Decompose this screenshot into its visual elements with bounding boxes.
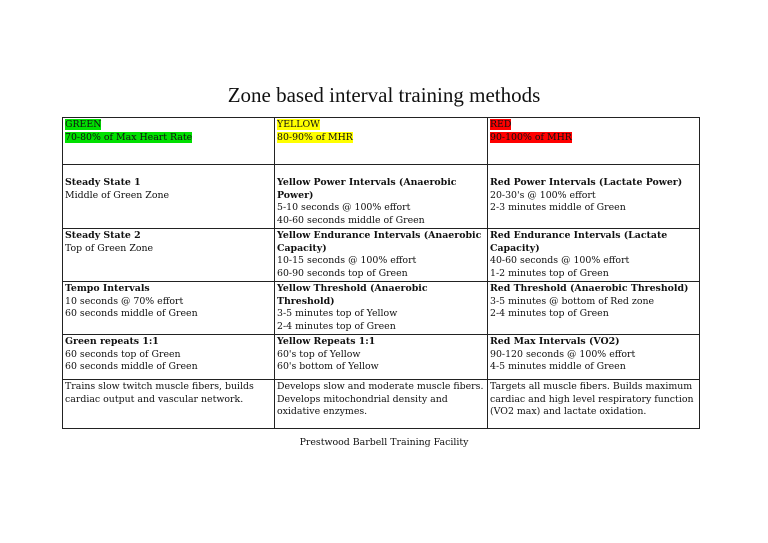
table-cell	[488, 229, 700, 282]
zone-name-green: GREEN	[65, 119, 102, 130]
method-detail: 60 seconds middle of Green	[65, 361, 198, 372]
method-heading: Steady State 1	[65, 177, 141, 188]
method-detail: 60 seconds middle of Green	[65, 308, 198, 319]
footer-facility-name: Prestwood Barbell Training Facility	[299, 437, 469, 448]
method-detail: 60's bottom of Yellow	[277, 361, 379, 372]
table-cell	[275, 282, 488, 335]
method-detail: Middle of Green Zone	[65, 189, 170, 201]
method-detail: 20-30's @ 100% effort	[490, 189, 596, 201]
table-cell	[63, 229, 275, 282]
method-detail: 3-5 minutes @ bottom of Red zone	[490, 295, 655, 307]
method-detail: 60-90 seconds top of Green	[277, 267, 408, 279]
method-detail: 2-4 minutes top of Green	[277, 320, 396, 332]
method-detail: 2-4 minutes top of Green	[490, 308, 609, 319]
table-row	[63, 282, 700, 335]
table-header-row	[63, 118, 700, 165]
zone-name-red: RED	[490, 119, 512, 130]
method-heading: Red Endurance Intervals (Lactate Capacity)	[490, 230, 668, 254]
method-detail: 40-60 seconds @ 100% effort	[490, 255, 630, 266]
method-heading: Steady State 2	[65, 230, 141, 241]
summary-cell-green: Trains slow twitch muscle fibers, builds cardiac output and vascular network.	[63, 380, 275, 429]
method-detail: 5-10 seconds @ 100% effort	[277, 202, 411, 213]
zone-range-green: 70-80% of Max Heart Rate	[65, 131, 193, 143]
zone-range-yellow: 80-90% of MHR	[277, 131, 353, 143]
method-heading: Red Max Intervals (VO2)	[490, 336, 620, 347]
table-cell	[275, 335, 488, 380]
table-cell	[488, 165, 700, 229]
method-detail: 60's top of Yellow	[277, 348, 361, 360]
table-cell	[275, 165, 488, 229]
table-cell	[488, 335, 700, 380]
method-detail: Top of Green Zone	[65, 242, 154, 254]
method-detail: 1-2 minutes top of Green	[490, 267, 609, 279]
table-cell	[275, 229, 488, 282]
method-detail: 10-15 seconds @ 100% effort	[277, 255, 417, 266]
header-cell-green	[63, 118, 275, 165]
table-cell	[63, 282, 275, 335]
method-heading: Red Threshold (Anaerobic Threshold)	[490, 283, 689, 294]
table-row	[63, 165, 700, 229]
method-heading: Yellow Endurance Intervals (Anaerobic Capacity)	[277, 230, 482, 254]
method-detail: 3-5 minutes top of Yellow	[277, 308, 398, 319]
header-cell-red	[488, 118, 700, 165]
summary-row	[63, 380, 700, 429]
zone-table	[62, 117, 700, 429]
method-detail: 10 seconds @ 70% effort	[65, 295, 184, 307]
method-heading: Green repeats 1:1	[65, 336, 159, 347]
header-cell-yellow	[275, 118, 488, 165]
method-heading: Red Power Intervals (Lactate Power)	[490, 177, 683, 188]
table-row	[63, 335, 700, 380]
zone-range-red: 90-100% of MHR	[490, 131, 572, 143]
table-cell	[63, 335, 275, 380]
table-row	[63, 229, 700, 282]
summary-cell-yellow: Develops slow and moderate muscle fibers. Develops mitochondrial density and oxidative enzymes.	[275, 380, 488, 429]
table-cell	[63, 165, 275, 229]
zone-name-yellow: YELLOW	[277, 119, 320, 130]
method-detail: 4-5 minutes middle of Green	[490, 361, 626, 372]
method-detail: 40-60 seconds middle of Green	[277, 214, 425, 226]
page-title: Zone based interval training methods	[227, 83, 541, 107]
method-heading: Yellow Threshold (Anaerobic Threshold)	[277, 283, 428, 307]
method-heading: Yellow Power Intervals (Anaerobic Power)	[277, 177, 457, 201]
summary-cell-red: Targets all muscle fibers. Builds maximum cardiac and high level respiratory function (VO2 max) and lactate oxidation.	[488, 380, 700, 429]
method-heading: Yellow Repeats 1:1	[277, 336, 376, 347]
method-detail: 2-3 minutes middle of Green	[490, 202, 626, 213]
method-heading: Tempo Intervals	[65, 283, 150, 294]
table-cell	[488, 282, 700, 335]
method-detail: 60 seconds top of Green	[65, 348, 181, 360]
method-detail: 90-120 seconds @ 100% effort	[490, 348, 636, 360]
